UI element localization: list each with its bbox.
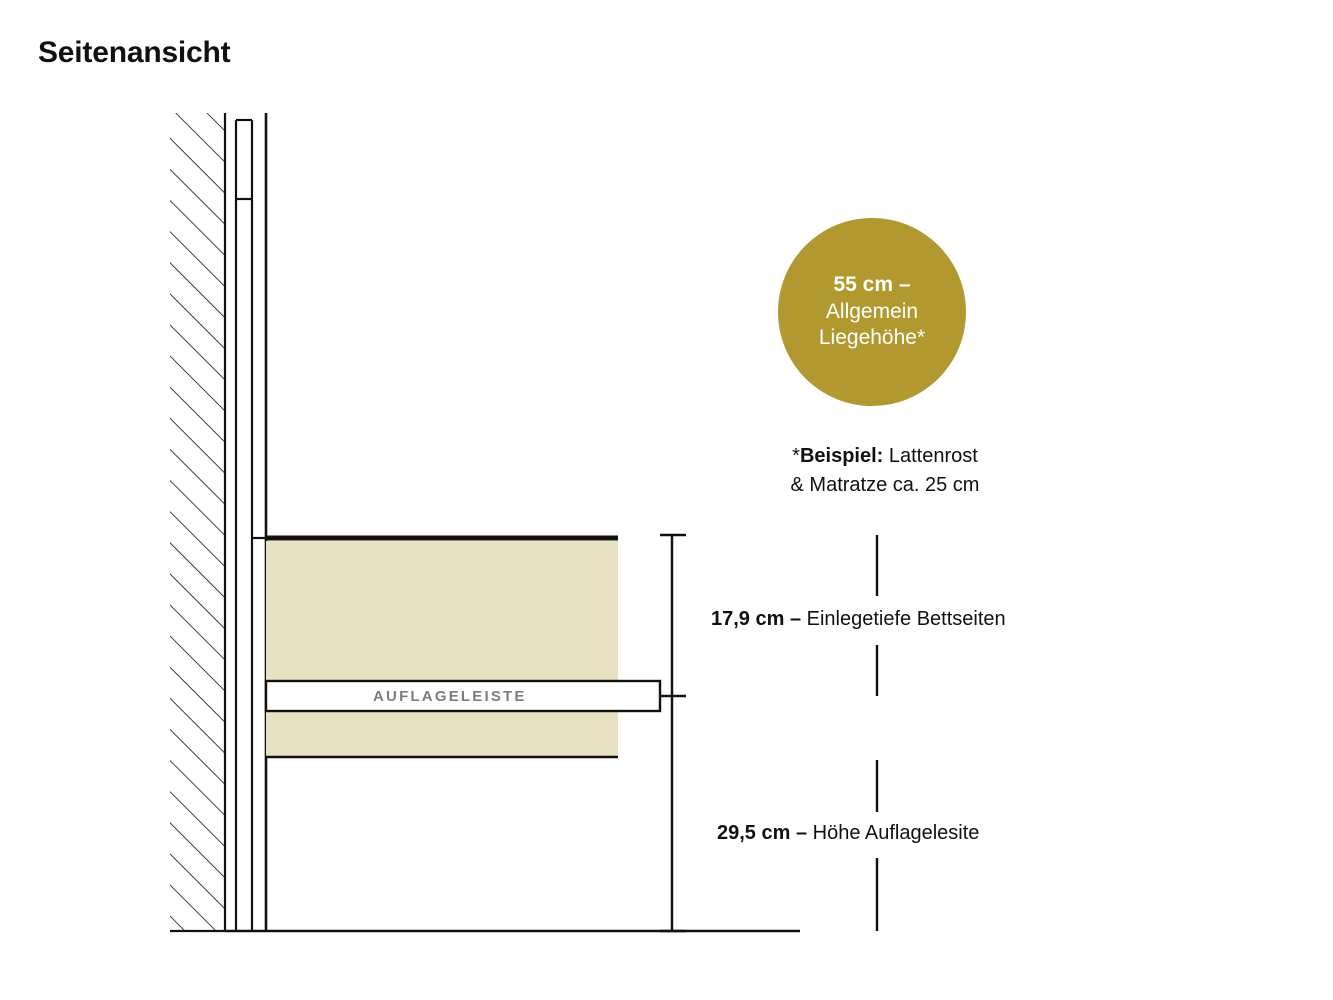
example-note-line-1: [735, 442, 1035, 471]
badge-line-3: Liegehöhe*: [818, 326, 926, 350]
dimension-desc-einlegetiefe: Einlegetiefe Bettseiten: [801, 608, 1006, 630]
wall-hatched: [170, 113, 225, 931]
badge-line-1: 55 cm –: [833, 272, 911, 296]
mattress-block: [266, 538, 618, 757]
page-title: Seitenansicht: [38, 36, 231, 69]
asterisk: *: [792, 445, 800, 467]
dimension-value-hoehe: 29,5 cm –: [717, 822, 808, 844]
dimension-value-einlegetiefe: 17,9 cm –: [711, 608, 802, 630]
liegehoehe-badge: [778, 218, 966, 406]
badge-line-2: Allgemein: [825, 299, 919, 323]
dimension-label-hoehe: [717, 822, 979, 845]
example-note-line-2: & Matratze ca. 25 cm: [790, 474, 980, 496]
auflageleiste-label: AUFLAGELEISTE: [373, 688, 527, 705]
example-note-label: Beispiel:: [799, 445, 884, 467]
dimension-label-einlegetiefe: [711, 608, 1006, 631]
dimension-line-overall: [660, 535, 686, 931]
example-note: [735, 442, 1035, 500]
example-note-rest: Lattenrost: [883, 445, 978, 467]
headboard-panel: [236, 113, 266, 931]
dimension-desc-hoehe: Höhe Auflagelesite: [807, 822, 980, 844]
